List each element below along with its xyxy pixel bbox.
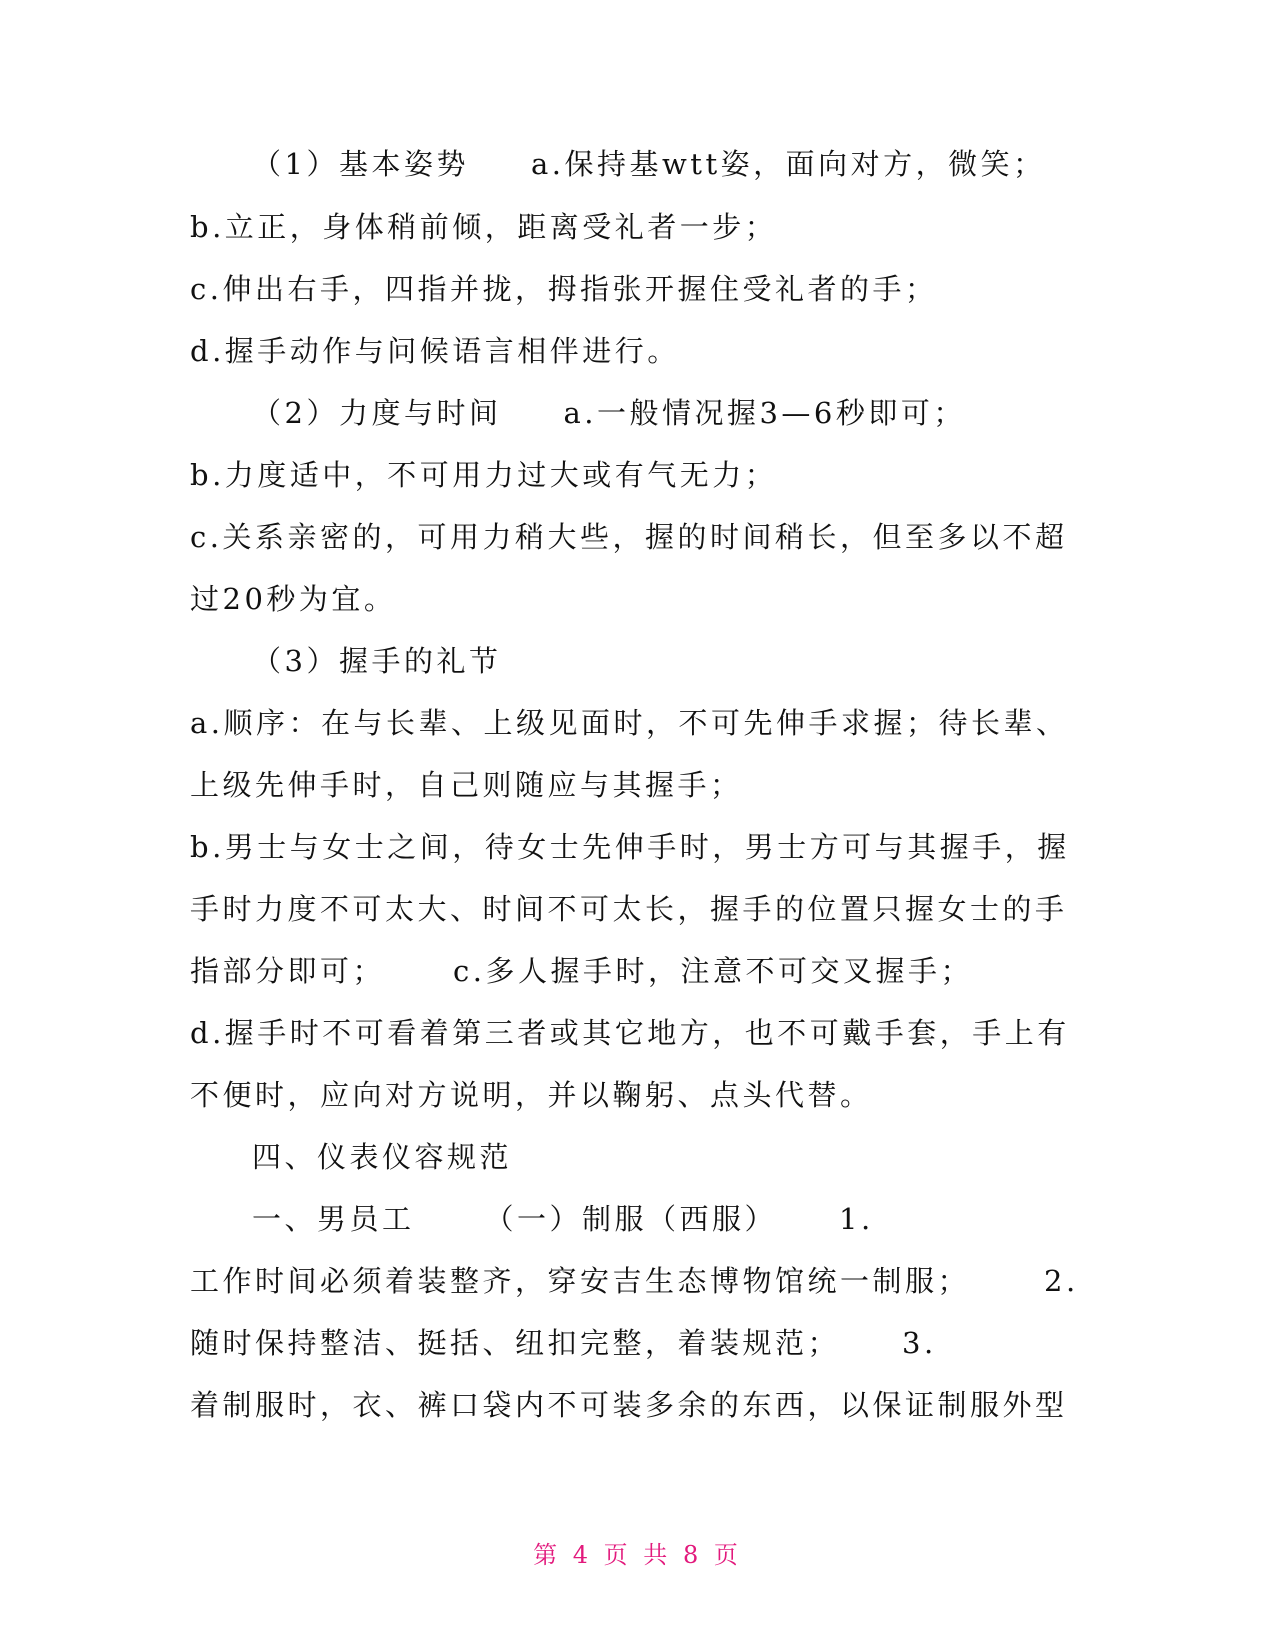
text-line: d.握手时不可看着第三者或其它地方，也不可戴手套，手上有 <box>190 1016 1070 1050</box>
text-line <box>252 146 1046 182</box>
text-line <box>190 1263 1079 1299</box>
paragraph-text: a.保持基wtt姿，面向对方，微笑； <box>530 147 1046 181</box>
section-heading: （3）握手的礼节 <box>252 644 502 678</box>
paragraph-text: a.一般情况握3—6秒即可； <box>563 396 966 430</box>
text-line: c.伸出右手，四指并拢，拇指张开握住受礼者的手； <box>190 272 938 306</box>
text-line: a.顺序：在与长辈、上级见面时，不可先伸手求握；待长辈、 <box>190 706 1069 740</box>
paragraph-text: 随时保持整洁、挺括、纽扣完整，着装规范； <box>190 1326 841 1360</box>
text-line: 不便时，应向对方说明，并以鞠躬、点头代替。 <box>190 1078 873 1112</box>
text-line: b.立正，身体稍前倾，距离受礼者一步； <box>190 210 778 244</box>
paragraph-text: 工作时间必须着装整齐，穿安吉生态博物馆统一制服； <box>190 1264 971 1298</box>
section-heading: 一、男员工 <box>252 1202 415 1236</box>
list-number: 1. <box>839 1202 874 1236</box>
text-line <box>252 1201 874 1237</box>
text-line <box>190 953 973 989</box>
paragraph-text: c.多人握手时，注意不可交叉握手； <box>453 954 973 988</box>
section-heading: （2）力度与时间 <box>252 396 502 430</box>
text-line: 上级先伸手时，自己则随应与其握手； <box>190 768 743 802</box>
text-line: c.关系亲密的，可用力稍大些，握的时间稍长，但至多以不超 <box>190 520 1068 554</box>
section-heading: （1）基本姿势 <box>252 147 469 181</box>
text-line: 手时力度不可太大、时间不可太长，握手的位置只握女士的手 <box>190 892 1068 926</box>
text-line: d.握手动作与问候语言相伴进行。 <box>190 334 680 368</box>
text-line: 过20秒为宜。 <box>190 582 397 616</box>
text-line <box>252 395 966 431</box>
list-number: 2. <box>1044 1264 1079 1298</box>
text-line <box>190 1325 937 1361</box>
subsection-heading: （一）制服（西服） <box>484 1202 778 1236</box>
page-footer: 第 4 页 共 8 页 <box>533 1541 742 1569</box>
text-line: b.力度适中，不可用力过大或有气无力； <box>190 458 778 492</box>
paragraph-text: 指部分即可； <box>190 954 386 988</box>
section-heading: 四、仪表仪容规范 <box>252 1140 513 1174</box>
text-line: b.男士与女士之间，待女士先伸手时，男士方可与其握手，握 <box>190 830 1070 864</box>
list-number: 3. <box>902 1326 937 1360</box>
text-line: 着制服时，衣、裤口袋内不可装多余的东西，以保证制服外型 <box>190 1388 1068 1422</box>
